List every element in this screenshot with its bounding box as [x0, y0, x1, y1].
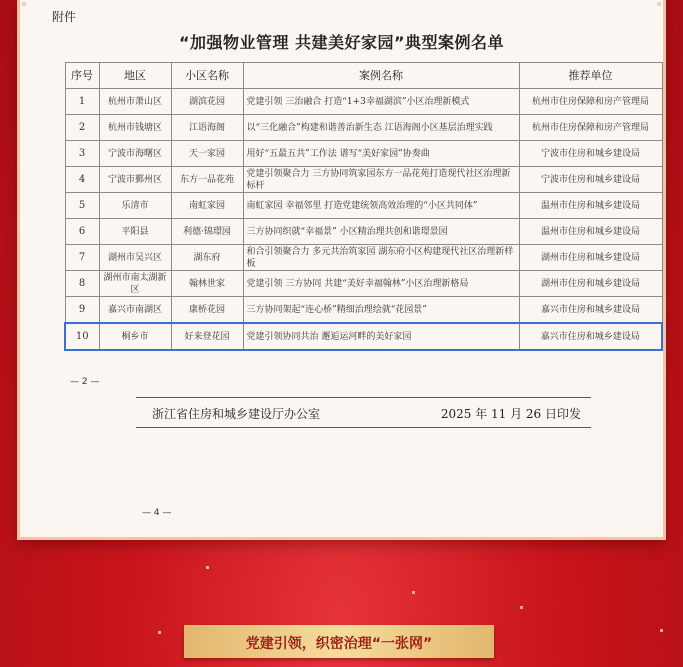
cell-no: 1 — [65, 89, 99, 115]
header-region: 地区 — [99, 63, 171, 89]
table-row — [65, 193, 662, 219]
table-row — [65, 245, 662, 271]
cell-case: 党建引领 三治融合 打造“1+3幸福湖滨”小区治理新模式 — [243, 89, 519, 115]
table-row — [65, 219, 662, 245]
cell-case: 党建引领 三方协同 共建“美好幸福翰林”小区治理新格局 — [243, 271, 519, 297]
cell-region: 嘉兴市南湖区 — [99, 297, 171, 324]
cell-community: 南虹家园 — [171, 193, 243, 219]
cell-region: 宁波市鄞州区 — [99, 167, 171, 193]
cell-no: 3 — [65, 141, 99, 167]
cell-no: 4 — [65, 167, 99, 193]
document-title: “加强物业管理 共建美好家园”典型案例名单 — [178, 33, 505, 52]
cell-region: 湖州市南太湖新区 — [99, 271, 171, 297]
sparkle — [206, 566, 209, 569]
cell-region: 乐清市 — [99, 193, 171, 219]
footer-rule-top — [136, 397, 591, 398]
cell-no: 9 — [65, 297, 99, 324]
cell-no: 7 — [65, 245, 99, 271]
cell-community: 康桥花园 — [171, 297, 243, 324]
page-number-2: — 2 — — [70, 377, 100, 387]
cell-region: 桐乡市 — [99, 323, 171, 350]
table-row — [65, 271, 662, 297]
cell-community: 湖东府 — [171, 245, 243, 271]
cell-unit: 嘉兴市住房和城乡建设局 — [519, 297, 662, 324]
table-header-row — [65, 63, 662, 89]
corner-mark — [22, 2, 26, 6]
banner-text: 党建引领，织密治理“一张网” — [245, 636, 433, 652]
issuance-footer — [142, 405, 587, 421]
attachment-label: 附件 — [52, 10, 77, 24]
table-row — [65, 89, 662, 115]
cell-unit: 温州市住房和城乡建设局 — [519, 193, 662, 219]
table-row-highlighted — [65, 323, 662, 350]
cell-community: 湖滨花园 — [171, 89, 243, 115]
header-community: 小区名称 — [171, 63, 243, 89]
cell-case: 和合引领聚合力 多元共治筑家园 湖东府小区构建现代社区治理新样板 — [243, 245, 519, 271]
header-no: 序号 — [65, 63, 99, 89]
sparkle — [520, 606, 523, 609]
page-number-4: — 4 — — [142, 508, 172, 518]
cell-no: 6 — [65, 219, 99, 245]
cell-unit: 杭州市住房保障和房产管理局 — [519, 89, 662, 115]
cell-unit: 宁波市住房和城乡建设局 — [519, 141, 662, 167]
cell-unit: 嘉兴市住房和城乡建设局 — [519, 323, 662, 350]
cell-unit: 温州市住房和城乡建设局 — [519, 219, 662, 245]
cell-region: 湖州市吴兴区 — [99, 245, 171, 271]
document-content — [44, 0, 649, 537]
cell-case: 南虹家园 幸福邻里 打造党建统领高效治理的“小区共同体” — [243, 193, 519, 219]
cell-no: 5 — [65, 193, 99, 219]
document-page — [20, 0, 663, 537]
cell-unit: 湖州市住房和城乡建设局 — [519, 271, 662, 297]
cell-region: 宁波市海曙区 — [99, 141, 171, 167]
cell-region: 杭州市钱塘区 — [99, 115, 171, 141]
case-list-table — [64, 62, 663, 351]
cell-community: 江语海阁 — [171, 115, 243, 141]
table-row — [65, 167, 662, 193]
cell-case: 三方协同架起“连心桥”精细治理绘就“花园景” — [243, 297, 519, 324]
sparkle — [158, 631, 161, 634]
issue-date: 2025 年 11 月 26 日印发 — [440, 407, 581, 421]
cell-community: 翰林世家 — [171, 271, 243, 297]
cell-unit: 宁波市住房和城乡建设局 — [519, 167, 662, 193]
cell-community: 利德·锦璟园 — [171, 219, 243, 245]
section-banner — [184, 625, 494, 658]
cell-case: 以“三化融合”构建和谐善治新生态 江语海阁小区基层治理实践 — [243, 115, 519, 141]
cell-case: 用好“五最五共”工作法 谱写“美好家园”协奏曲 — [243, 141, 519, 167]
cell-no: 8 — [65, 271, 99, 297]
sparkle — [660, 629, 663, 632]
cell-case: 党建引领聚合力 三方协同筑家园东方一品花苑打造现代社区治理新标杆 — [243, 167, 519, 193]
table-row — [65, 141, 662, 167]
cell-case: 三方协同织就“幸福景” 小区精治理共创和谐璟景园 — [243, 219, 519, 245]
table-row — [65, 297, 662, 324]
cell-region: 平阳县 — [99, 219, 171, 245]
header-unit: 推荐单位 — [519, 63, 662, 89]
cell-no: 2 — [65, 115, 99, 141]
cell-unit: 湖州市住房和城乡建设局 — [519, 245, 662, 271]
cell-unit: 杭州市住房保障和房产管理局 — [519, 115, 662, 141]
table-row — [65, 115, 662, 141]
corner-mark — [657, 2, 661, 6]
cell-case: 党建引领协同共治 邂逅运河畔的美好家园 — [243, 323, 519, 350]
issuing-office: 浙江省住房和城乡建设厅办公室 — [152, 407, 321, 421]
cell-community: 天一家园 — [171, 141, 243, 167]
header-case: 案例名称 — [243, 63, 519, 89]
cell-community: 东方一品花苑 — [171, 167, 243, 193]
sparkle — [412, 591, 415, 594]
cell-region: 杭州市萧山区 — [99, 89, 171, 115]
cell-community: 好来登花园 — [171, 323, 243, 350]
cell-no: 10 — [65, 323, 99, 350]
footer-rule-bottom — [136, 427, 591, 428]
